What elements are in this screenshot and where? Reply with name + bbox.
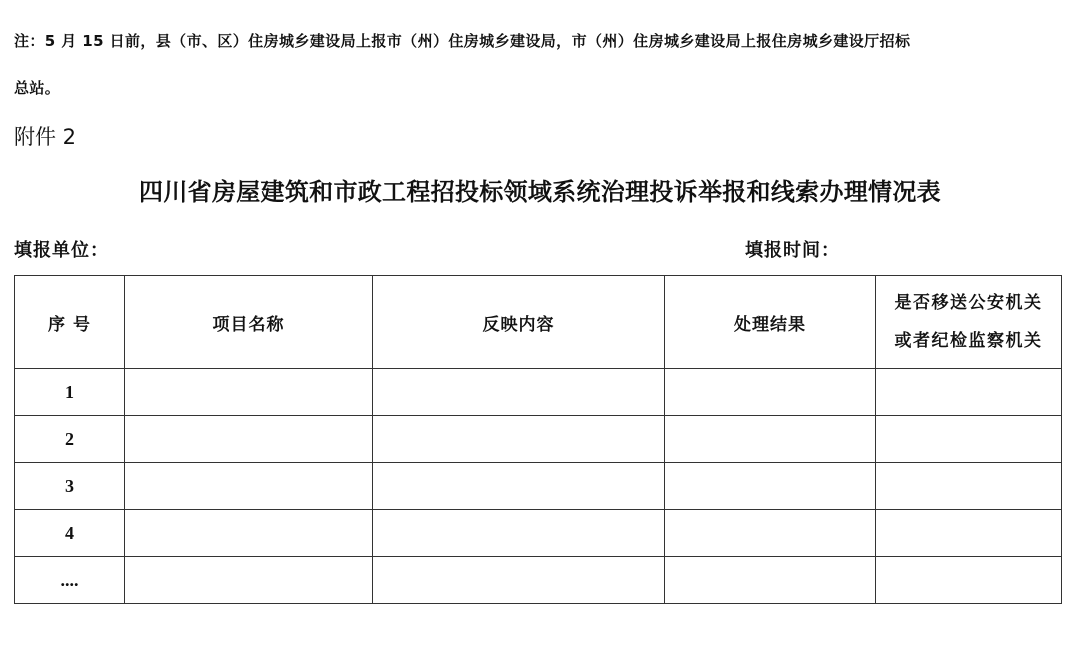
cell-content[interactable] <box>373 557 665 604</box>
note-line-2: 总站。 <box>14 79 61 97</box>
note-line-1: 注：5 月 15 日前，县（市、区）住房城乡建设局上报市（州）住房城乡建设局，市（州）住房城乡建设局上报住房城乡建设厅招标 <box>14 32 911 50</box>
cell-result[interactable] <box>665 416 876 463</box>
header-transfer <box>876 276 1062 369</box>
header-content: 反映内容 <box>373 276 665 369</box>
cell-content[interactable] <box>373 463 665 510</box>
table-header-row <box>15 276 1062 369</box>
cell-project-name[interactable] <box>125 463 373 510</box>
cell-project-name[interactable] <box>125 510 373 557</box>
cell-transfer[interactable] <box>876 369 1062 416</box>
cell-project-name[interactable] <box>125 416 373 463</box>
attachment-label: 附件 2 <box>14 125 77 149</box>
table-row <box>15 510 1062 557</box>
cell-transfer[interactable] <box>876 463 1062 510</box>
table-row <box>15 369 1062 416</box>
cell-result[interactable] <box>665 557 876 604</box>
cell-transfer[interactable] <box>876 510 1062 557</box>
row-seq: .... <box>15 557 125 604</box>
report-table <box>14 275 1062 604</box>
cell-result[interactable] <box>665 510 876 557</box>
header-seq: 序 号 <box>15 276 125 369</box>
row-seq: 1 <box>15 369 125 416</box>
cell-result[interactable] <box>665 463 876 510</box>
header-transfer-line-1: 是否移送公安机关 <box>894 293 1043 313</box>
document-title: 四川省房屋建筑和市政工程招投标领域系统治理投诉举报和线索办理情况表 <box>139 178 941 206</box>
header-project-name: 项目名称 <box>125 276 373 369</box>
row-seq: 3 <box>15 463 125 510</box>
cell-result[interactable] <box>665 369 876 416</box>
header-transfer-line-2: 或者纪检监察机关 <box>894 331 1043 351</box>
cell-project-name[interactable] <box>125 369 373 416</box>
table-row <box>15 416 1062 463</box>
table-row <box>15 463 1062 510</box>
reporting-time-label: 填报时间： <box>745 240 840 261</box>
cell-content[interactable] <box>373 369 665 416</box>
cell-transfer[interactable] <box>876 557 1062 604</box>
row-seq: 2 <box>15 416 125 463</box>
reporting-unit-label: 填报单位： <box>14 240 109 261</box>
cell-content[interactable] <box>373 510 665 557</box>
cell-content[interactable] <box>373 416 665 463</box>
cell-transfer[interactable] <box>876 416 1062 463</box>
table-row <box>15 557 1062 604</box>
header-result: 处理结果 <box>665 276 876 369</box>
row-seq: 4 <box>15 510 125 557</box>
cell-project-name[interactable] <box>125 557 373 604</box>
